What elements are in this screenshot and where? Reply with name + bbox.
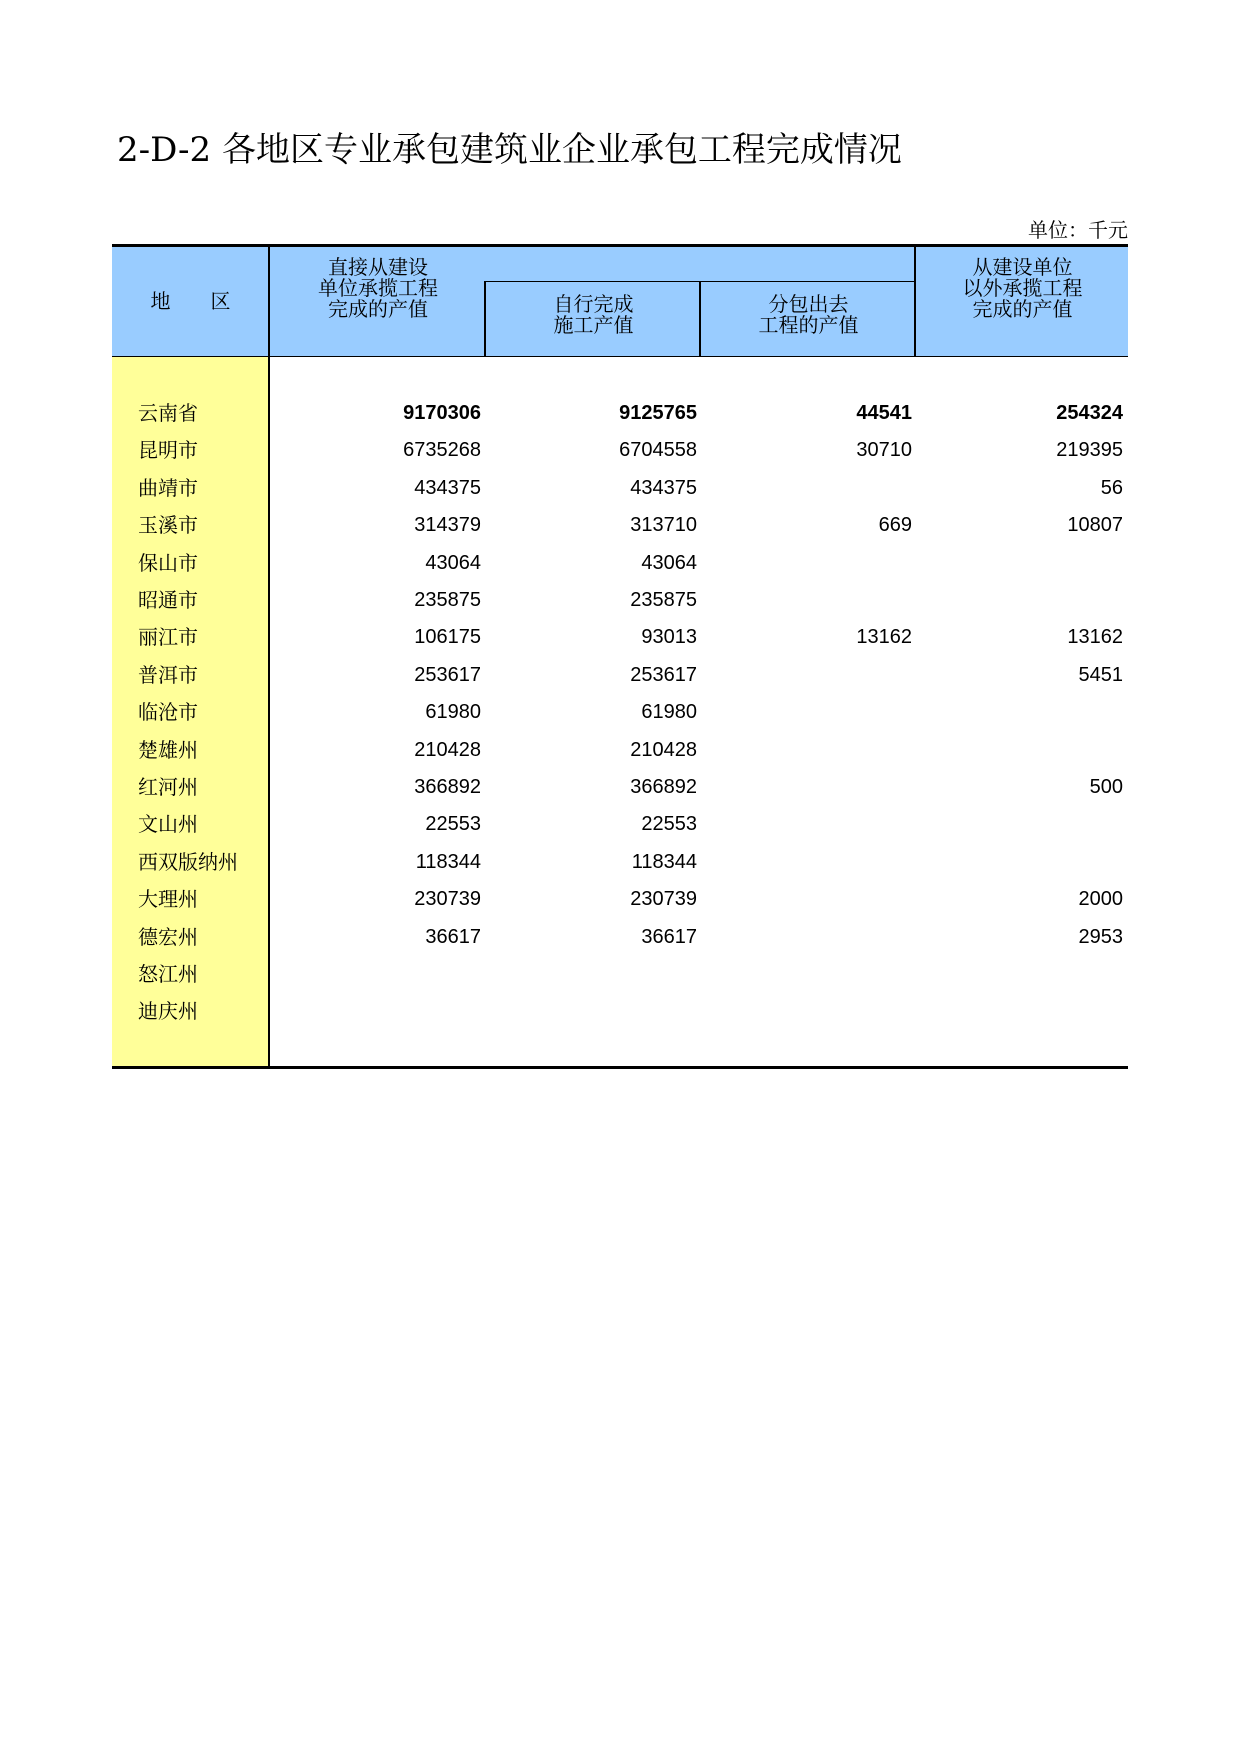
header-other-contract: 从建设单位 以外承揽工程 完成的产值 <box>962 254 1083 321</box>
region-name: 红河州 <box>138 775 198 799</box>
region-name: 昭通市 <box>138 588 198 612</box>
other-contract-value: 500 <box>1089 776 1123 798</box>
direct-contract-value: 36617 <box>425 925 481 948</box>
self-completed-value: 230739 <box>630 888 697 911</box>
self-completed-value: 43064 <box>641 551 697 574</box>
region-name: 西双版纳州 <box>138 849 238 874</box>
table-row <box>112 507 1128 544</box>
subcontracted-value: 13162 <box>856 626 912 649</box>
table-row <box>112 844 1128 881</box>
direct-contract-value: 61980 <box>425 701 481 724</box>
header-region: 地 区 <box>150 289 231 313</box>
direct-contract-value: 314379 <box>414 514 481 537</box>
subcontracted-value: 44541 <box>856 402 912 424</box>
header-direct-contract: 直接从建设 单位承揽工程 完成的产值 <box>318 254 438 321</box>
table-row <box>112 545 1128 582</box>
header-subcontracted: 分包出去 工程的产值 <box>758 292 859 337</box>
table-row <box>112 694 1128 731</box>
region-name: 云南省 <box>138 401 198 425</box>
self-completed-value: 22553 <box>641 813 697 836</box>
region-name: 普洱市 <box>138 662 198 687</box>
self-completed-value: 253617 <box>630 663 697 686</box>
direct-contract-value: 235875 <box>414 589 481 611</box>
direct-contract-value: 434375 <box>414 476 481 499</box>
other-contract-value: 2953 <box>1078 925 1123 948</box>
unit-label: 单位：千元 <box>1028 218 1128 242</box>
table-row <box>112 881 1128 918</box>
self-completed-value: 210428 <box>630 738 697 761</box>
region-name: 文山州 <box>138 812 198 837</box>
self-completed-value: 9125765 <box>619 402 697 424</box>
other-contract-value: 13162 <box>1067 626 1123 649</box>
header-divider-2 <box>699 281 701 357</box>
table-row <box>112 619 1128 656</box>
table-row <box>112 993 1128 1030</box>
table-row <box>112 470 1128 507</box>
region-name: 玉溪市 <box>138 513 198 538</box>
region-name: 怒江州 <box>138 962 198 986</box>
subcontracted-value: 669 <box>878 514 912 537</box>
table-row <box>112 769 1128 806</box>
header-divider-1 <box>484 281 486 357</box>
table-row <box>112 432 1128 469</box>
direct-contract-value: 6735268 <box>403 439 481 462</box>
region-name: 昆明市 <box>138 438 198 463</box>
self-completed-value: 366892 <box>630 776 697 798</box>
table-row <box>112 395 1128 432</box>
region-name: 丽江市 <box>138 625 198 650</box>
table-bottom-rule <box>112 1066 1128 1069</box>
header-divider-3 <box>914 246 916 357</box>
direct-contract-value: 22553 <box>425 813 481 836</box>
region-name: 德宏州 <box>138 924 198 949</box>
direct-contract-value: 43064 <box>425 551 481 574</box>
self-completed-value: 434375 <box>630 476 697 499</box>
other-contract-value: 219395 <box>1056 439 1123 462</box>
other-contract-value: 56 <box>1100 476 1123 499</box>
direct-contract-value: 210428 <box>414 738 481 761</box>
page-title: 2-D-2 各地区专业承包建筑业企业承包工程完成情况 <box>117 130 902 170</box>
region-name: 迪庆州 <box>138 999 198 1024</box>
direct-contract-value: 106175 <box>414 626 481 649</box>
self-completed-value: 93013 <box>641 626 697 649</box>
region-name: 保山市 <box>138 550 198 575</box>
table-row <box>112 657 1128 694</box>
direct-contract-value: 366892 <box>414 776 481 798</box>
other-contract-value: 254324 <box>1056 402 1123 424</box>
self-completed-value: 235875 <box>630 589 697 611</box>
self-completed-value: 61980 <box>641 701 697 724</box>
table-row <box>112 732 1128 769</box>
table-row <box>112 806 1128 843</box>
self-completed-value: 118344 <box>631 850 697 873</box>
other-contract-value: 2000 <box>1078 888 1123 911</box>
table-row <box>112 956 1128 993</box>
direct-contract-value: 9170306 <box>403 402 481 424</box>
region-name: 楚雄州 <box>138 737 198 762</box>
other-contract-value: 10807 <box>1067 514 1123 537</box>
direct-contract-value: 253617 <box>414 663 481 686</box>
table-top-rule <box>112 244 1128 247</box>
region-name: 曲靖市 <box>138 475 198 500</box>
self-completed-value: 6704558 <box>619 439 697 462</box>
self-completed-value: 36617 <box>641 925 697 948</box>
region-name: 大理州 <box>138 887 198 912</box>
direct-contract-value: 118344 <box>415 850 481 873</box>
direct-contract-value: 230739 <box>414 888 481 911</box>
table-row <box>112 919 1128 956</box>
self-completed-value: 313710 <box>630 514 697 537</box>
region-name: 临沧市 <box>138 700 198 725</box>
statistics-table <box>112 244 1128 1070</box>
header-bottom-rule <box>112 356 1128 357</box>
other-contract-value: 5451 <box>1078 663 1123 686</box>
header-self-completed: 自行完成 施工产值 <box>553 292 634 337</box>
table-row <box>112 582 1128 619</box>
subcontracted-value: 30710 <box>856 439 912 462</box>
